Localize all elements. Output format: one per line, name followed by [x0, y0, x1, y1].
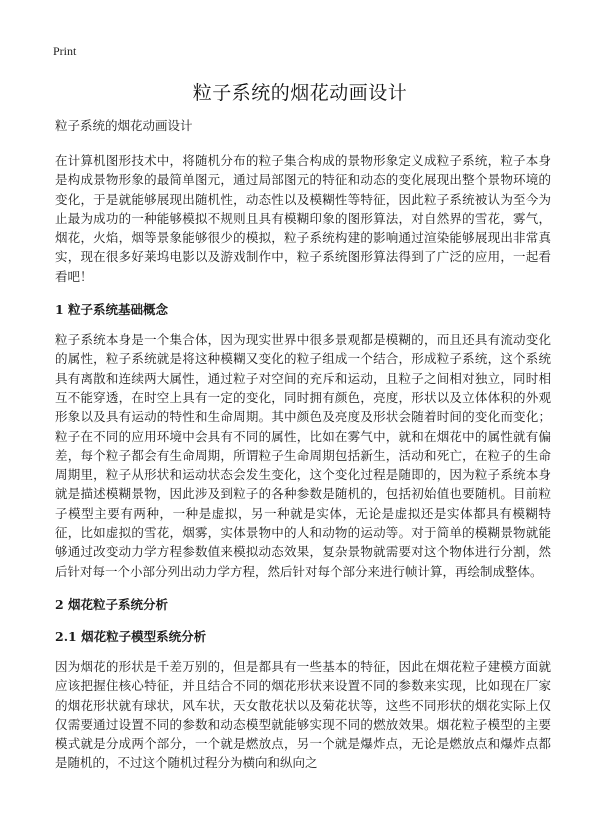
- section-2-heading: 2 烟花粒子系统分析: [55, 596, 169, 612]
- intro-paragraph: 在计算机图形技术中，将随机分布的粒子集合构成的景物形象定义成粒子系统，粒子本身是构成景物形象的最简单图元，通过局部图元的特征和动态的变化展现出整个景物环境的变化，于是就能够展现出随机性，动态性以及模糊性等特征，因此粒子系统被认为至今为止最为成功的一种能够模拟不规则且具有模糊印象的图形算法，对自然界的雪花，雾气，烟花，火焰，烟等景象能够很少的模拟，粒子系统构建的影响通过渲染能够展现出非常真实，现在很多好莱坞电影以及游戏制作中，粒子系统图形算法得到了广泛的应用，一起看看吧！: [55, 153, 551, 284]
- print-link[interactable]: Print: [53, 44, 77, 58]
- document-title: 粒子系统的烟花动画设计: [192, 82, 408, 104]
- section-2-1-paragraph: 因为烟花的形状是千差万别的，但是都具有一些基本的特征，因此在烟花粒子建模方面就应该把握住核心特征，并且结合不同的烟花形状来设置不同的参数来实现，比如现在厂家的烟花形状就有球状，风车状，天女散花状以及菊花状等，这些不同形状的烟花实际上仅仅需要通过设置不同的参数和动态模型就能够实现不同的燃放效果。烟花粒子模型的主要模式就是分成两个部分，一个就是燃放点，另一个就是爆炸点，无论是燃放点和爆炸点都是随机的，不过这个随机过程分为横向和纵向之: [55, 658, 551, 771]
- document-subtitle: 粒子系统的烟花动画设计: [55, 118, 193, 133]
- section-2-1-heading: 2.1 烟花粒子模型系统分析: [55, 628, 207, 644]
- section-1-paragraph: 粒子系统本身是一个集合体，因为现实世界中很多景观都是模糊的，而且还具有流动变化的属性，粒子系统就是将这种模糊又变化的粒子组成一个结合，形成粒子系统，这个系统具有离散和连续两大属性，通过粒子对空间的充斥和运动，且粒子之间相对独立，同时相互不能穿透，在时空上具有一定的变化，同时拥有颜色，亮度，形状以及立体体积的外观形象以及具有运动的特性和生命周期。其中颜色及亮度及形状会随着时间的变化而变化；粒子在不同的应用环境中会具有不同的属性，比如在雾气中，就和在烟花中的属性就有偏差，每个粒子都会有生命周期，所谓粒子生命周期包括新生，活动和死亡，在粒子的生命周期里，粒子从形状和运动状态会发生变化，这个变化过程是随即的，因为粒子系统本身就是描述模糊景物，因此涉及到粒子的各种参数是随机的，包括初始值也要随机。目前粒子模型主要有两种，一种是虚拟，另一种就是实体，无论是虚拟还是实体都具有模糊特征，比如虚拟的雪花，烟雾，实体景物中的人和动物的运动等。对于简单的模糊景物就能够通过改变动力学方程参数值来模拟动态效果，复杂景物就需要对这个物体进行分割，然后针对每一个小部分列出动力学方程，然后针对每个部分来进行帧计算，再绘制成整体。: [55, 332, 551, 579]
- document-body: [55, 117, 551, 773]
- section-1-heading: 1 粒子系统基础概念: [55, 302, 169, 318]
